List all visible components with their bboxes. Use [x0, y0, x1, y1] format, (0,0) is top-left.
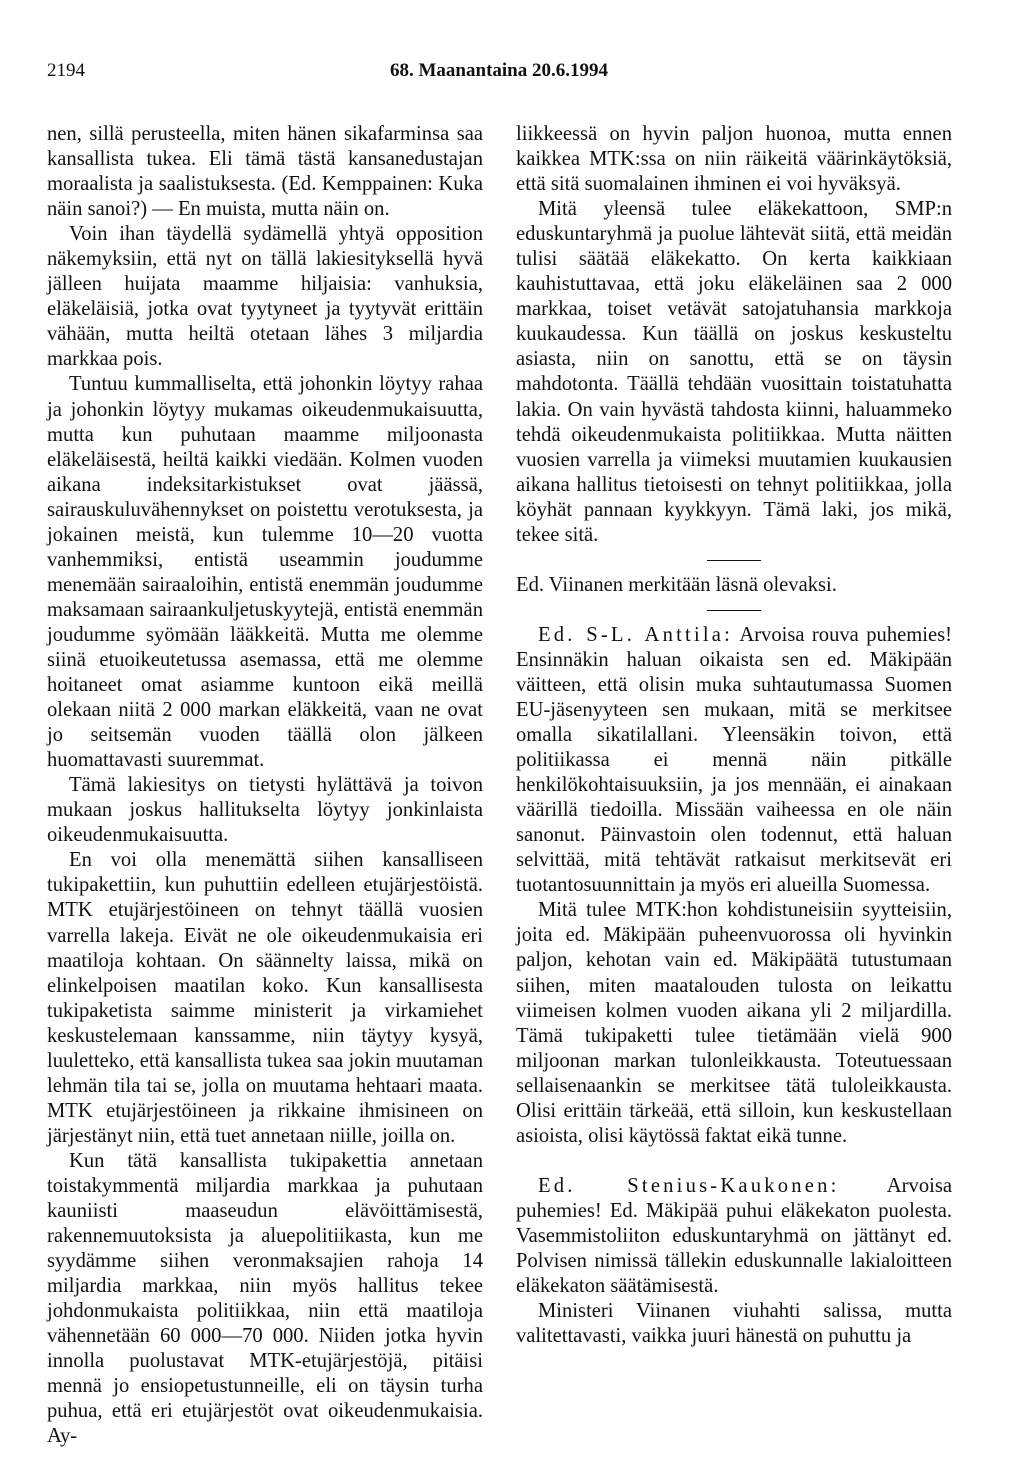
speech-paragraph: [516, 1174, 952, 1299]
right-column: [516, 122, 952, 1349]
paragraph: Mitä yleensä tulee eläkekattoon, SMP:n eduskuntaryhmä ja puolue lähtevät siitä, että meidän tulisi säätää eläkekatto. On kerta kaikkiaan kauhistuttavaa, että joku eläkeläinen saa 2 000 markkaa, toiset vetävät satojatuhansia markkoja kuukaudessa. Kun täällä on joskus keskusteltu asiasta, niin on sanottu, että se on täysin mahdotonta. Täällä tehdään vuosittain toistatuhatta lakia. On vain hyvästä tahdosta kiinni, haluammeko tehdä oikeudenmukaista politiikkaa. Mutta näitten vuosien varrella ja viimeksi muutamien kuukausien aikana hallitus tietoisesti on tehnyt politiikkaa, jolla köyhät pannaan kyykkyyn. Tämä laki, jos mikä, tekee sitä.: [516, 198, 952, 546]
paragraph: Kun tätä kansallista tukipakettia annetaan toistakymmentä miljardia markkaa ja puhutaan kauniisti maaseudun elävöittämisestä, rakennemuutoksista ja aluepolitiikasta, kun me syydämme siihen veronmaksajien rahoja 14 miljardia markkaa, niin myös hallitus tekee johdonmukaista politiikkaa, niin että maatiloja vähennetään 60 000—70 000. Niiden jotka hyvin innolla puolustavat MTK-etujärjestöjä, pitäisi mennä jo ensiopetustunneille, eli on täysin turha puhua, että eri etujärjestöt ovat oikeudenmukaisia. Ay-: [47, 1149, 483, 1448]
paragraph: En voi olla menemättä siihen kansalliseen tukipakettiin, kun puhuttiin edelleen etujärjestöistä. MTK etujärjestöineen on tehnyt täällä vuosien varrella lakeja. Eivät ne ole oikeudenmukaisia eri maatiloja kohtaan. On säännelty laissa, mikä on elinkelpoisen maatilan koko. Kun kansallisesta tukipaketista saimme ministerit ja virkamiehet keskustelemaan kanssamme, niin täytyy kysyä, luuletteko, että kansallista tukea saa jokin muutaman lehmän tila tai se, jolla on muutama hehtaari maata. MTK etujärjestöineen ja rikkaine ihmisineen on järjestänyt niin, että tuet annetaan niille, joilla on.: [47, 849, 483, 1147]
paragraph: Voin ihan täydellä sydämellä yhtyä opposition näkemyksiin, että nyt on tällä lakiesityksellä hyvä jälleen huijata maamme hiljaisia: vanhuksia, eläkeläisiä, jotka ovat tyytyneet ja tyytyvät erittäin vähään, mutta heiltä otetaan lähes 3 miljardia markkaa pois.: [47, 223, 483, 371]
paragraph: Mitä tulee MTK:hon kohdistuneisiin syytteisiin, joita ed. Mäkipään puheenvuorossa oli hyvinkin paljon, kehotan vain ed. Mäkipäätä tutustumaan siihen, miten maatalouden tulosta on leikattu viimeisen kolmen vuoden aikana yli 2 miljardilla. Tämä tukipaketti tulee tietämään vielä 900 miljoonan markan tulonleikkausta. Toteutuessaan sellaisenaankin se merkitsee tätä tuloleikkausta. Olisi erittäin tärkeää, että silloin, kun keskustellaan asioista, olisi käytössä faktat eikä tunne.: [516, 899, 952, 1147]
speaker-name: Ed. S-L. Anttila:: [538, 623, 734, 646]
page-header: [47, 60, 951, 90]
paragraph: Tämä lakiesitys on tietysti hylättävä ja toivon mukaan joskus hallitukselta löytyy jonkinlaista oikeudenmukaisuutta.: [47, 774, 483, 847]
section-divider: [707, 560, 761, 561]
attendance-notice: Ed. Viinanen merkitään läsnä olevaksi.: [516, 573, 837, 596]
section-divider: [707, 610, 761, 611]
speech-text: Arvoisa puhemies! Ed. Mäkipää puhui eläkekaton puolesta. Vasemmistoliiton eduskuntaryhmä on jättänyt ed. Polvisen nimissä tällekin eduskunnalle lakialoitteen eläkekaton säätämisestä.: [516, 1174, 952, 1298]
left-column: [47, 122, 483, 1449]
speaker-name: Ed. Stenius-Kaukonen:: [538, 1174, 840, 1197]
page-number: 2194: [47, 60, 85, 81]
paragraph: Tuntuu kummalliselta, että johonkin löytyy rahaa ja johonkin löytyy mukamas oikeudenmukaisuutta, mutta kun puhutaan maamme miljoonasta eläkeläisestä, heiltä kaikki viedään. Kolmen vuoden aikana indeksitarkistukset ovat jäässä, sairauskuluvähennykset on poistettu verotuksesta, ja jokainen meistä, kun tulemme 10—20 vuotta vanhemmiksi, entistä useammin joudumme menemään sairaaloihin, entistä enemmän joudumme maksamaan sairaankuljetuskyytejä, entistä enemmän joudumme syömään lääkkeitä. Mutta me olemme siinä etuoikeutetussa asemassa, että me olemme hoitaneet omat asiamme kuntoon eikä meillä olekaan niitä 2 000 markan eläkkeitä, vaan ne ovat jo seitsemän vuoden täällä olon jälkeen huomattavasti suuremmat.: [47, 373, 483, 772]
paragraph: nen, sillä perusteella, miten hänen sikafarminsa saa kansallista tukea. Eli tämä tästä kansanedustajan moraalista ja saalistuksesta. (Ed. Kemppainen: Kuka näin sanoi?) — En muista, mutta näin on.: [47, 123, 483, 221]
paragraph: liikkeessä on hyvin paljon huonoa, mutta ennen kaikkea MTK:ssa on niin räikeitä väärinkäytöksiä, että sitä suomalainen ihminen ei voi hyväksyä.: [516, 123, 952, 196]
paragraph: Ministeri Viinanen viuhahti salissa, mutta valitettavasti, vaikka juuri hänestä on puhuttu ja: [516, 1300, 952, 1348]
spacer: [516, 1149, 952, 1174]
speech-text: Arvoisa rouva puhemies! Ensinnäkin haluan oikaista sen ed. Mäkipään väitteen, että olisin muka suhtautumassa Suomen EU-jäsenyyteen sen mukaan, mitä se merkitsee omalla sikatilallani. Yleensäkin toivon, että politiikassa ei mennä näin pitkälle henkilökohtaisuuksiin, ja jos mennään, ei ainakaan väärillä tiedoilla. Missään vaiheessa en ole näin sanonut. Päinvastoin olen todennut, että haluan selvittää, mitä tehtävät ratkaisut merkitsevät eri tuotantosuunnittain ja myös eri alueilla Suomessa.: [516, 623, 953, 897]
speech-paragraph: [516, 623, 952, 899]
session-title: 68. Maanantaina 20.6.1994: [390, 60, 608, 81]
